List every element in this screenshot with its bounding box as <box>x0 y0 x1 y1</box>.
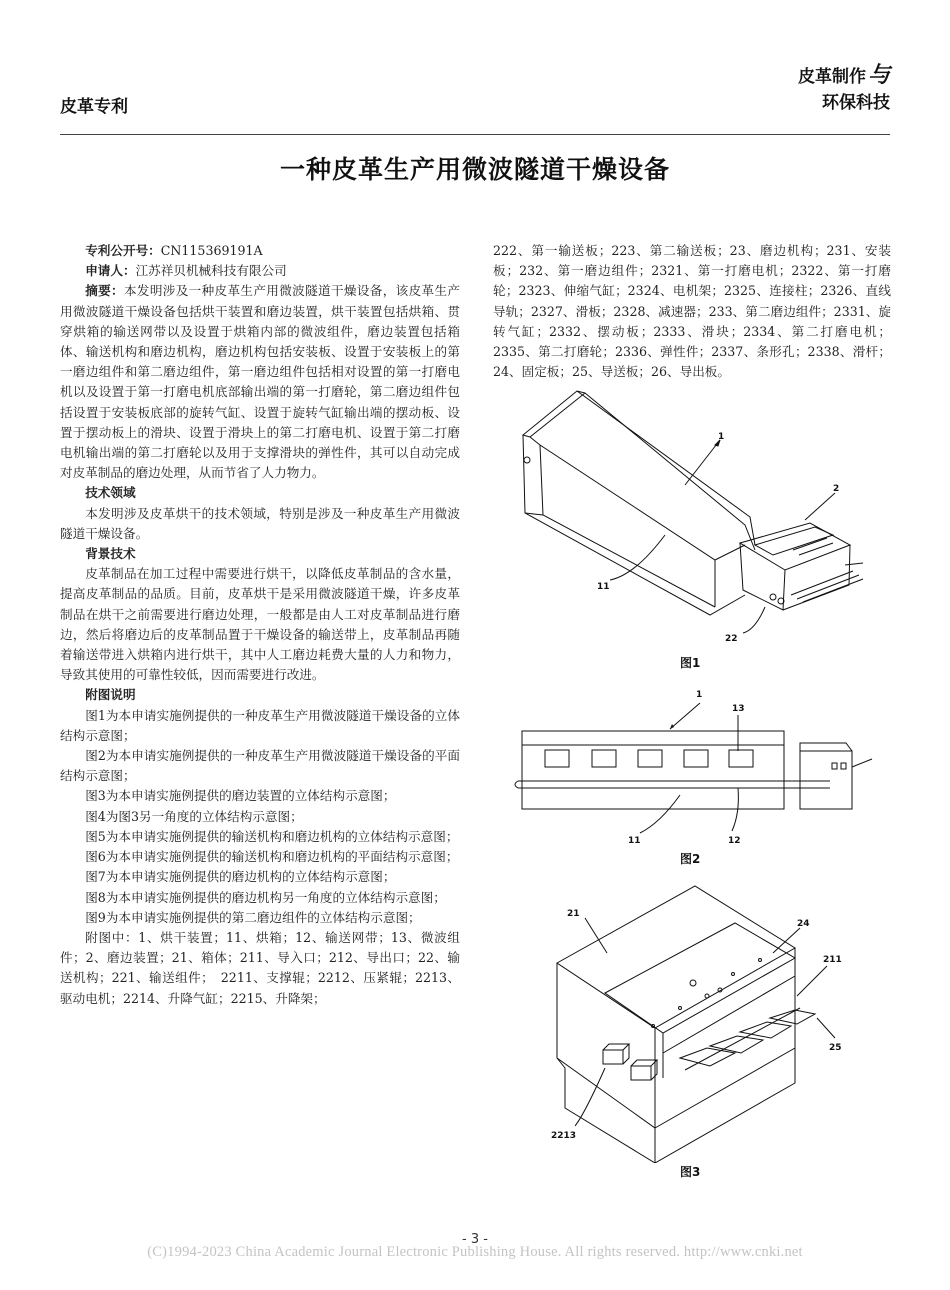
legend-part-2: 222、第一输送板；223、第二输送板；23、磨边机构；231、安装板；232、第一磨边组件；2321、第一打磨电机；2322、第一打磨轮；2323、伸缩气缸；2324、电机架；2325、连接柱；2326、直线导轨；2327、滑板；2328、减速器；233、第二磨边组件；2331、旋转气缸；2332、摆动板；2333、滑块；2334、第二打磨电机；2335、第二打磨轮；2336、弹性件；2337、条形孔；2338、滑杆；24、固定板；25、导送板；26、导出板。 <box>493 243 891 380</box>
header-divider <box>60 134 890 135</box>
fig3-label-25: 25 <box>829 1043 842 1053</box>
figure-desc-7: 图7为本申请实施例提供的磨边机构的立体结构示意图； <box>85 869 396 885</box>
figure-2-drawing <box>510 683 880 848</box>
fig2-label-11: 11 <box>628 836 641 846</box>
fig3-label-21: 21 <box>567 909 580 919</box>
figure-2-caption: 图2 <box>680 852 701 866</box>
fig1-label-1: 1 <box>718 432 725 442</box>
fig3-label-211: 211 <box>823 955 842 965</box>
logo-mark: 与 <box>867 62 890 88</box>
figure-desc-8: 图8为本申请实施例提供的磨边机构另一角度的立体结构示意图； <box>85 889 446 905</box>
figure-desc-6: 图6为本申请实施例提供的输送机构和磨边机构的平面结构示意图； <box>85 849 459 865</box>
fig3-label-2213: 2213 <box>551 1131 577 1141</box>
fig1-label-2: 2 <box>833 484 840 494</box>
journal-logo <box>798 62 890 116</box>
fig1-label-22: 22 <box>725 634 738 644</box>
figure-3-drawing <box>545 878 865 1163</box>
publication-number: 专利公开号：CN115369191A <box>85 243 263 258</box>
figure-desc-5: 图5为本申请实施例提供的输送机构和磨边机构的立体结构示意图； <box>85 828 459 844</box>
background-text: 皮革制品在加工过程中需要进行烘干，以降低皮革制品的含水量，提高皮革制品的品质。目前，皮革烘干是采用微波隧道干燥，许多皮革制品在烘干之前需要进行磨边处理，一般都是由人工对皮革制品进行磨边，然后将磨边后的皮革制品置于干燥设备的输送带上，皮革制品再随着输送带进入烘箱内进行烘干，其中人工磨边耗费大量的人力和物力，导致其使用的可靠性较低，因而需要进行改进。 <box>60 566 460 683</box>
figures-heading: 附图说明 <box>85 687 136 703</box>
abstract: 摘要：本发明涉及一种皮革生产用微波隧道干燥设备，该皮革生产用微波隧道干燥设备包括烘干装置和磨边装置，烘干装置包括烘箱、贯穿烘箱的输送网带以及设置于烘箱内部的微波组件，磨边装置包括箱体、输送机构和磨边机构，磨边机构包括安装板、设置于安装板上的第一磨边组件和第二磨边组件，第一磨边组件包括相对设置的第一打磨电机以及设置于第一打磨电机底部输出端的第一打磨轮，第二磨边组件包括设置于安装板底部的旋转气缸、设置于旋转气缸输出端的摆动板、设置于摆动板上的滑块、设置于滑块上的第二打磨电机、设置于第二打磨电机输出端的第二打磨轮以及用于支撑滑块的弹性件，其可以自动完成对皮革制品的磨边处理，从而节省了人力物力。 <box>60 283 461 481</box>
fig2-label-13: 13 <box>732 704 745 714</box>
figure-desc-2: 图2为本申请实施例提供的一种皮革生产用微波隧道干燥设备的平面结构示意图； <box>60 748 460 784</box>
tech-field-text: 本发明涉及皮革烘干的技术领域，特别是涉及一种皮革生产用微波隧道干燥设备。 <box>60 505 460 541</box>
background-heading: 背景技术 <box>85 546 136 562</box>
figure-desc-9: 图9为本申请实施例提供的第二磨边组件的立体结构示意图； <box>85 909 421 925</box>
fig1-label-11: 11 <box>597 582 610 592</box>
article-title: 一种皮革生产用微波隧道干燥设备 <box>279 155 670 184</box>
figure-desc-3: 图3为本申请实施例提供的磨边装置的立体结构示意图； <box>85 788 396 804</box>
figure-desc-1: 图1为本申请实施例提供的一种皮革生产用微波隧道干燥设备的立体结构示意图； <box>60 707 460 743</box>
fig2-label-12: 12 <box>728 836 741 846</box>
figure-1-drawing <box>515 385 875 645</box>
copyright-watermark: (C)1994-2023 China Academic Journal Electronic Publishing House. All rights reserved. http://www.cnki.net <box>147 1244 803 1260</box>
logo-line1: 皮革制作 <box>797 67 866 87</box>
figure-desc-4: 图4为图3另一角度的立体结构示意图； <box>85 808 303 824</box>
left-column <box>60 241 460 1009</box>
journal-section-label: 皮革专利 <box>60 97 128 117</box>
legend-part-1: 附图中：1、烘干装置；11、烘箱；12、输送网带；13、微波组件；2、磨边装置；21、箱体；211、导入口；212、导出口；22、输送机构；221、输送组件； 2211、支撑辊；2212、压紧辊；2213、驱动电机；2214、升降气缸；2215、升降架； <box>60 929 460 1006</box>
tech-field-heading: 技术领域 <box>85 485 136 501</box>
figure-1-caption: 图1 <box>680 656 701 670</box>
applicant: 申请人：江苏祥贝机械科技有限公司 <box>85 263 287 279</box>
fig3-label-24: 24 <box>797 919 810 929</box>
page-number: - 3 - <box>462 1232 488 1247</box>
fig2-label-1: 1 <box>696 690 703 700</box>
figure-3-caption: 图3 <box>680 1165 701 1179</box>
logo-line2: 环保科技 <box>822 93 890 113</box>
